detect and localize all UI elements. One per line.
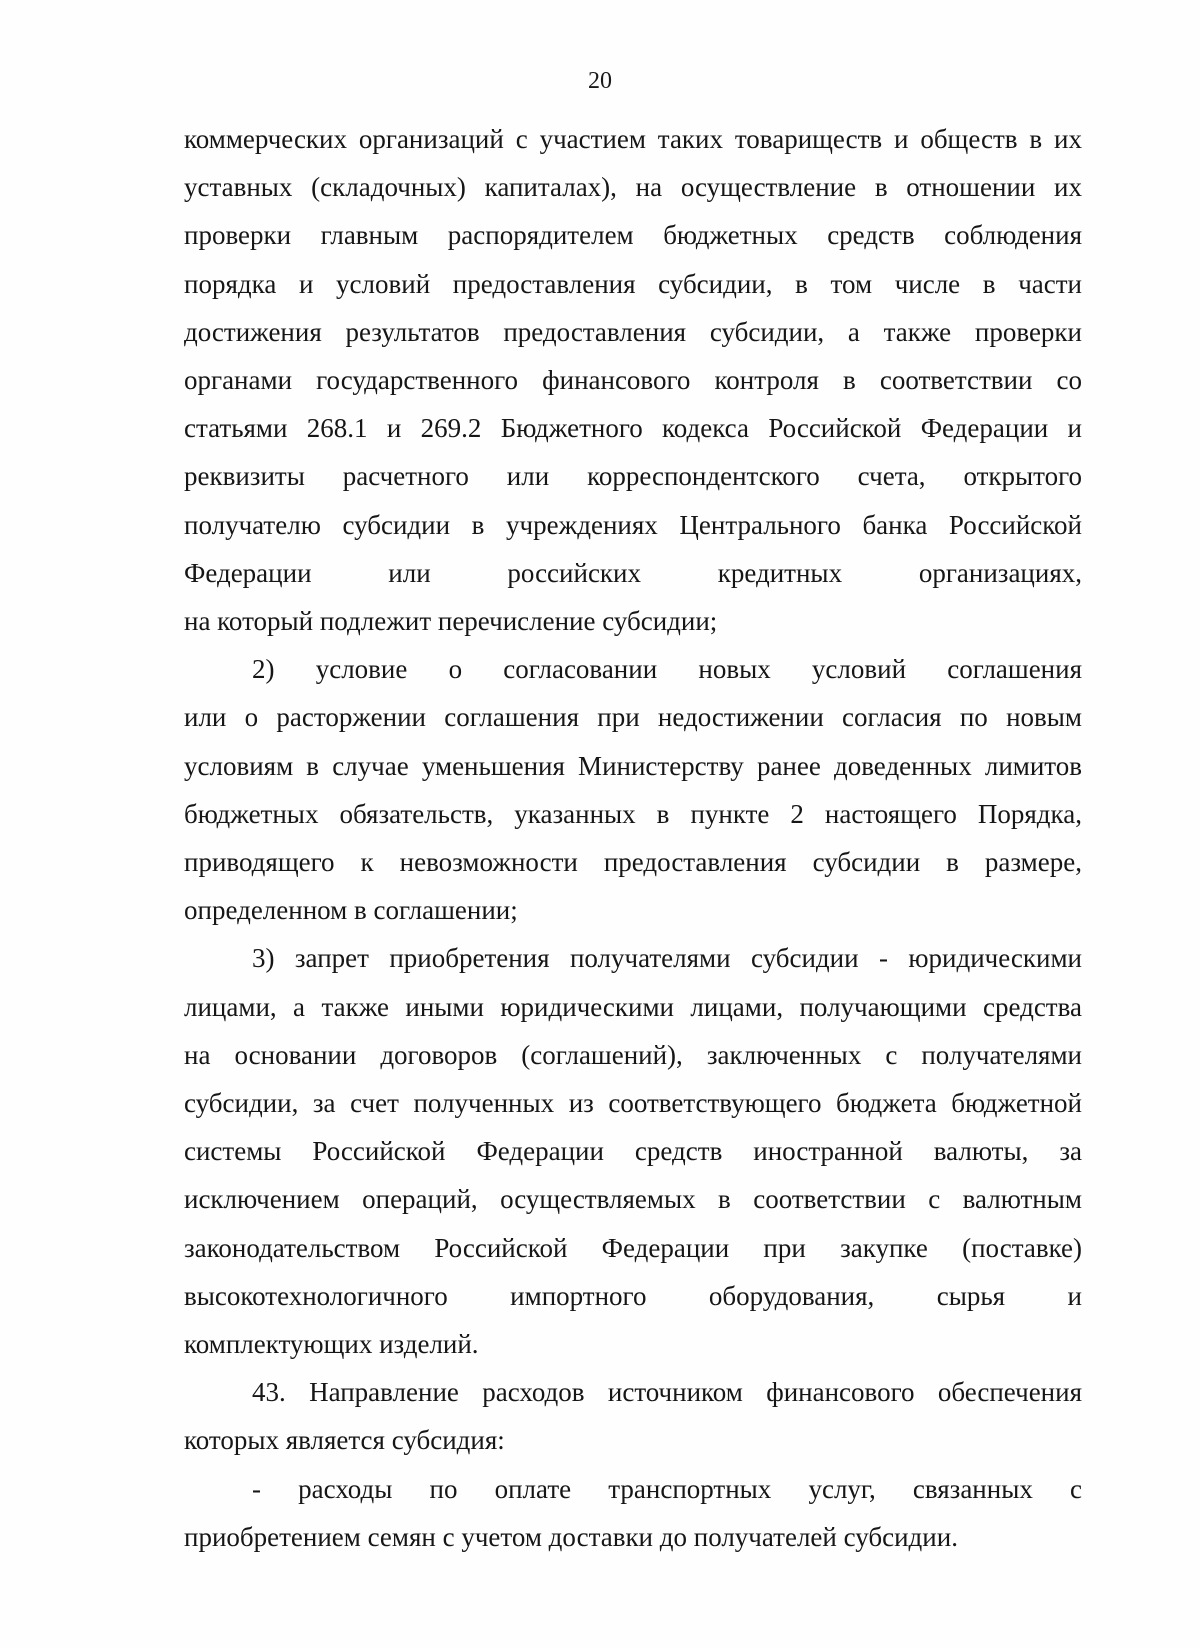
- text-line: высокотехнологичного импортного оборудования, сырья и: [184, 1280, 1082, 1311]
- text-line: исключением операций, осуществляемых в соответствии с валютным: [184, 1184, 1082, 1215]
- text-line: условиям в случае уменьшения Министерству ранее доведенных лимитов: [184, 750, 1082, 781]
- text-line: реквизиты расчетного или корреспондентского счета, открытого: [184, 461, 1082, 492]
- text-line: на который подлежит перечисление субсидии;: [184, 606, 718, 637]
- text-line: коммерческих организаций с участием таких товариществ и обществ в их: [184, 124, 1082, 154]
- text-line: уставных (складочных) капиталах), на осуществление в отношении их: [184, 172, 1082, 203]
- text-line: Федерации или российских кредитных организациях,: [184, 557, 1082, 588]
- text-line: 3) запрет приобретения получателями субсидии - юридическими: [252, 943, 1082, 974]
- text-line: определенном в соглашении;: [184, 895, 518, 926]
- text-line: бюджетных обязательств, указанных в пункте 2 настоящего Порядка,: [184, 798, 1082, 829]
- text-line: приводящего к невозможности предоставления субсидии в размере,: [184, 847, 1082, 878]
- text-line: которых является субсидия:: [184, 1425, 505, 1456]
- text-line: 2) условие о согласовании новых условий соглашения: [252, 654, 1082, 685]
- text-line: законодательством Российской Федерации при закупке (поставке): [184, 1232, 1082, 1263]
- text-line: системы Российской Федерации средств иностранной валюты, за: [184, 1136, 1082, 1167]
- paragraph-section-43: [184, 1368, 1082, 1464]
- text-line: на основании договоров (соглашений), заключенных с получателями: [184, 1039, 1082, 1070]
- text-line: статьями 268.1 и 269.2 Бюджетного кодекса Российской Федерации и: [184, 413, 1082, 444]
- text-line: порядка и условий предоставления субсидии, в том числе в части: [184, 268, 1082, 299]
- text-line: получателю субсидии в учреждениях Центрального банка Российской: [184, 509, 1082, 540]
- text-line: органами государственного финансового контроля в соответствии со: [184, 365, 1082, 396]
- text-line: комплектующих изделий.: [184, 1329, 479, 1360]
- paragraph-item-3: [184, 934, 1082, 1368]
- document-body: [184, 115, 1082, 1561]
- text-line: достижения результатов предоставления субсидии, а также проверки: [184, 316, 1082, 347]
- text-line: 43. Направление расходов источником финансового обеспечения: [252, 1377, 1082, 1408]
- text-line: приобретением семян с учетом доставки до получателей субсидии.: [184, 1521, 958, 1552]
- text-line: субсидии, за счет полученных из соответствующего бюджета бюджетной: [184, 1088, 1082, 1119]
- paragraph: [184, 115, 1082, 645]
- paragraph-list-item: [184, 1465, 1082, 1561]
- text-line: или о расторжении соглашения при недостижении согласия по новым: [184, 702, 1082, 733]
- paragraph-item-2: [184, 645, 1082, 934]
- text-line: лицами, а также иными юридическими лицами, получающими средства: [184, 991, 1082, 1022]
- page-number: 20: [588, 68, 612, 94]
- text-line: - расходы по оплате транспортных услуг, связанных с: [252, 1473, 1082, 1504]
- text-line: проверки главным распорядителем бюджетных средств соблюдения: [184, 220, 1082, 251]
